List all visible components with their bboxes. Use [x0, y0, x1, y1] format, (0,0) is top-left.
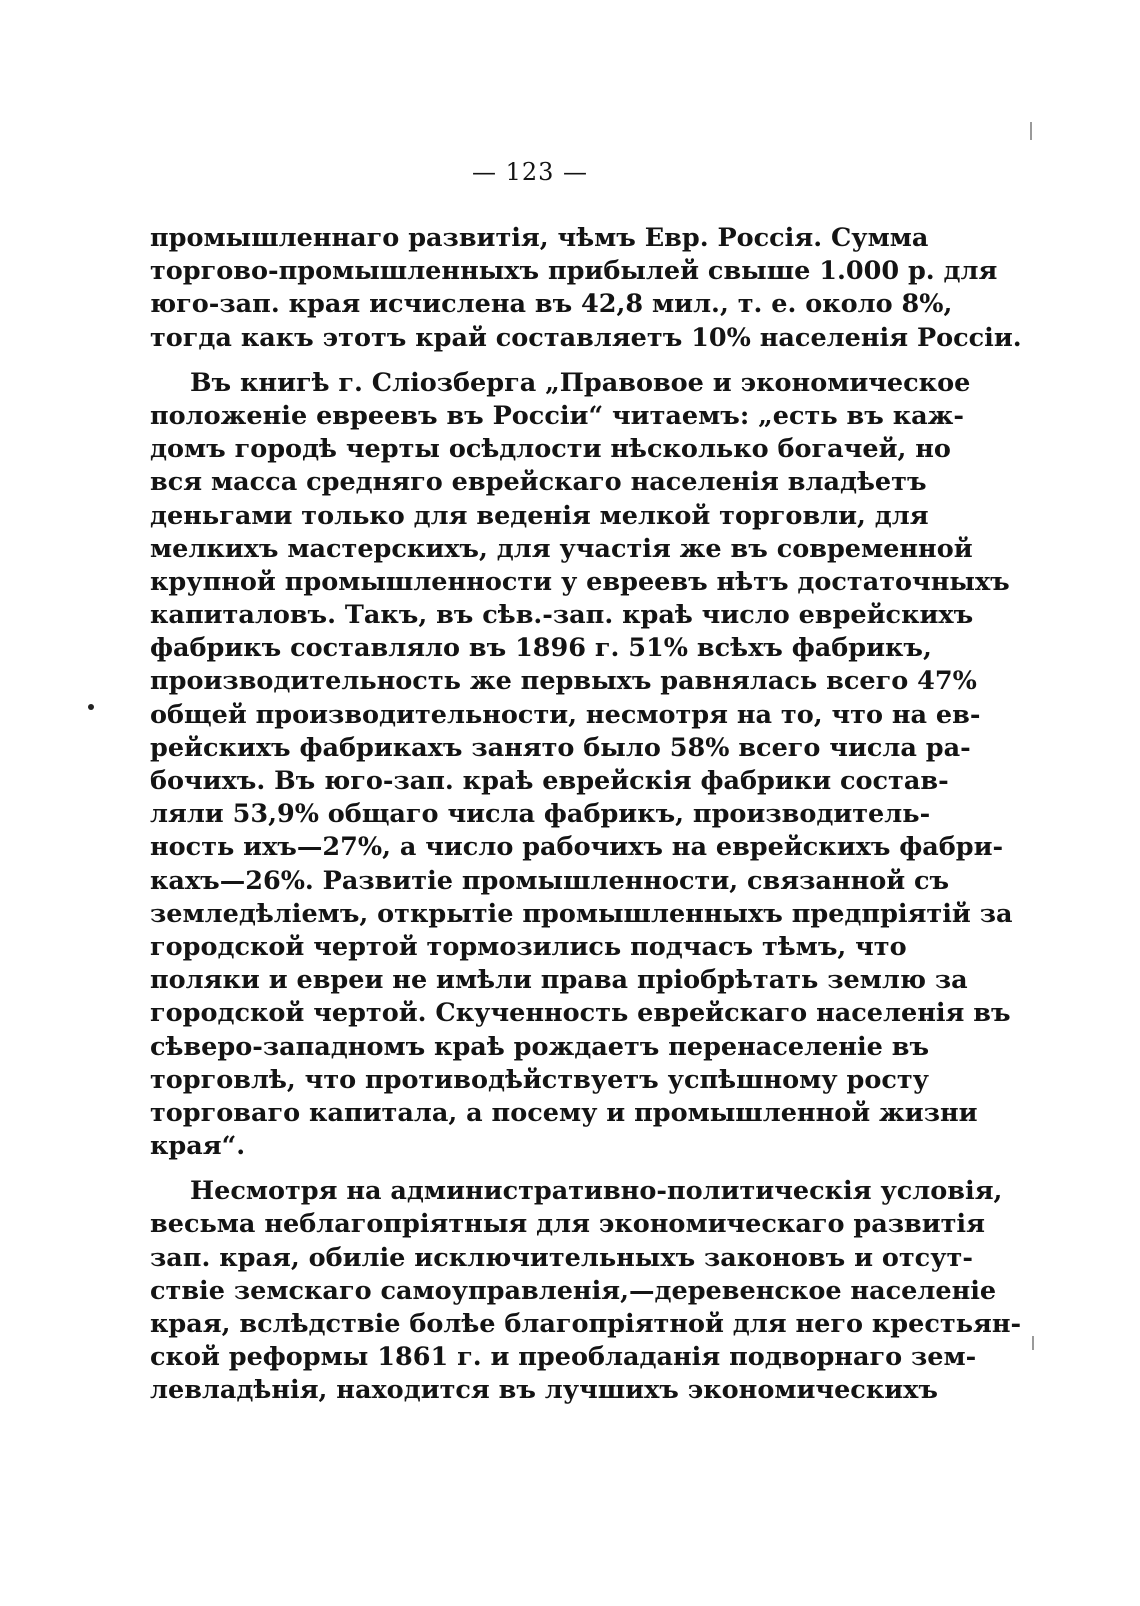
text-line: поляки и евреи не имѣли права пріобрѣтать землю за [150, 965, 968, 996]
text-line: общей производительности, несмотря на то, что на ев- [150, 699, 981, 730]
text-line: ствіе земскаго самоуправленія,—деревенское населеніе [150, 1275, 997, 1306]
text-line: мелкихъ мастерскихъ, для участія же въ современной [150, 533, 973, 564]
text-line: промышленнаго развитія, чѣмъ Евр. Россія. Сумма [150, 223, 929, 253]
text-line: торгово-промышленныхъ прибылей свыше 1.000 р. для [150, 256, 998, 287]
text-line: капиталовъ. Такъ, въ сѣв.-зап. краѣ число еврейскихъ [150, 600, 974, 631]
text-line: ность ихъ—27%, а число рабочихъ на еврейскихъ фабри- [150, 832, 1004, 863]
margin-dot-mark [88, 704, 94, 710]
text-line: края, вслѣдствіе болѣе благопріятной для него крестьян- [150, 1309, 1022, 1339]
page-number: — 123 — [471, 158, 589, 186]
text-line: кахъ—26%. Развитіе промышленности, связанной съ [150, 865, 950, 896]
paragraph-gap [150, 1163, 872, 1175]
text-line: крупной промышленности у евреевъ нѣтъ достаточныхъ [150, 566, 1010, 597]
text-line: торговаго капитала, а посему и промышленной жизни [150, 1097, 978, 1128]
text-line: тогда какъ этотъ край составляетъ 10% населенія Россіи. [150, 322, 1022, 353]
text-line: весьма неблагопріятныя для экономическаго развитія [150, 1209, 985, 1240]
text-line: левладѣнія, находится въ лучшихъ экономическихъ [150, 1375, 938, 1406]
body-text [150, 222, 1022, 1408]
text-line: положеніе евреевъ въ Россіи“ читаемъ: „есть въ каж- [150, 400, 964, 431]
text-line: городской чертой. Скученность еврейскаго населенія въ [150, 998, 1011, 1029]
text-line: ляли 53,9% общаго числа фабрикъ, производитель- [150, 799, 931, 830]
paragraph [150, 222, 1022, 355]
text-line: фабрикъ составляло въ 1896 г. 51% всѣхъ фабрикъ, [150, 633, 932, 664]
text-line: рейскихъ фабрикахъ занято было 58% всего числа ра- [150, 732, 971, 763]
text-line: бочихъ. Въ юго-зап. краѣ еврейскія фабрики состав- [150, 766, 949, 796]
text-line: городской чертой тормозились подчасъ тѣмъ, что [150, 931, 907, 962]
text-line: земледѣліемъ, открытіе промышленныхъ предпріятій за [150, 898, 1013, 929]
text-line: Въ книгѣ г. Сліозберга „Правовое и экономическое [190, 367, 971, 398]
scan-edge-mark [1032, 1336, 1034, 1350]
text-line: домъ городѣ черты осѣдлости нѣсколько богачей, но [150, 434, 951, 465]
text-line: вся масса средняго еврейскаго населенія владѣетъ [150, 467, 927, 498]
text-line: зап. края, обиліе исключительныхъ законовъ и отсут- [150, 1242, 973, 1273]
scan-edge-mark [1030, 122, 1032, 140]
text-line: производительность же первыхъ равнялась всего 47% [150, 666, 977, 697]
text-line: Несмотря на административно-политическія условія, [190, 1176, 1003, 1207]
text-line: деньгами только для веденія мелкой торговли, для [150, 500, 929, 531]
text-line: края“. [150, 1131, 246, 1162]
text-line: сѣверо-западномъ краѣ рождаетъ перенаселеніе въ [150, 1031, 930, 1062]
paragraph-gap [150, 355, 872, 367]
text-line: ской реформы 1861 г. и преобладанія подворнаго зем- [150, 1342, 977, 1373]
text-line: торговлѣ, что противодѣйствуетъ успѣшному росту [150, 1064, 929, 1095]
paragraph [150, 367, 1013, 1164]
paragraph [150, 1175, 1022, 1407]
text-line: юго-зап. края исчислена въ 42,8 мил., т. е. около 8%, [150, 289, 953, 320]
